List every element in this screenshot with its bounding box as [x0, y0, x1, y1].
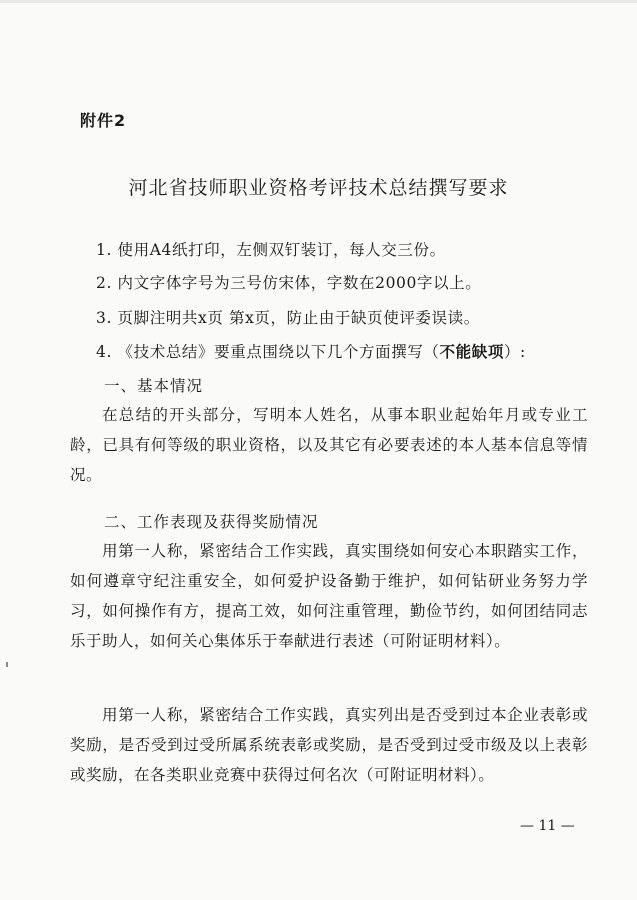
list-item: 1. 使用A4纸打印，左侧双钉装订，每人交三份。 [96, 241, 446, 259]
list-item-4 [96, 340, 526, 362]
page-number: — 11 — [520, 818, 575, 834]
section-heading-performance: 二、工作表现及获得奖励情况 [104, 513, 319, 531]
list-item-4-text: 4. 《技术总结》要重点围绕以下几个方面撰写（ [96, 343, 440, 361]
scan-mark [6, 662, 8, 667]
section-body-performance: 用第一人称，紧密结合工作实践，真实围绕如何安心本职踏实工作，如何遵章守纪注重安全，如何爱护设备勤于维护，如何钻研业务努力学习，如何操作有方，提高工效，如何注重管理，勤俭节约，如何团结同志乐于助人，如何关心集体乐于奉献进行表述（可附证明材料）。 [70, 542, 588, 650]
list-item-4-emphasis: 不能缺项 [439, 343, 504, 361]
list-item-4-tail: ）: [503, 343, 526, 361]
section-heading-basic-info: 一、基本情况 [104, 377, 204, 395]
attachment-label: 附件2 [80, 111, 127, 130]
section-body-awards: 用第一人称，紧密结合工作实践，真实列出是否受到过本企业表彰或奖励，是否受到过受所属系统表彰或奖励，是否受到过受市级及以上表彰或奖励，在各类职业竞赛中获得过何名次（可附证明材料）。 [70, 706, 588, 784]
document-title: 河北省技师职业资格考评技术总结撰写要求 [128, 177, 509, 199]
list-item: 3. 页脚注明共x页 第x页，防止由于缺页使评委误读。 [96, 309, 480, 327]
section-body-basic-info: 在总结的开头部分，写明本人姓名，从事本职业起始年月或专业工龄，已具有何等级的职业资格，以及其它有必要表述的本人基本信息等情况。 [70, 406, 588, 484]
scan-edge [0, 0, 637, 3]
list-item: 2. 内文字体字号为三号仿宋体，字数在2000字以上。 [96, 274, 482, 292]
